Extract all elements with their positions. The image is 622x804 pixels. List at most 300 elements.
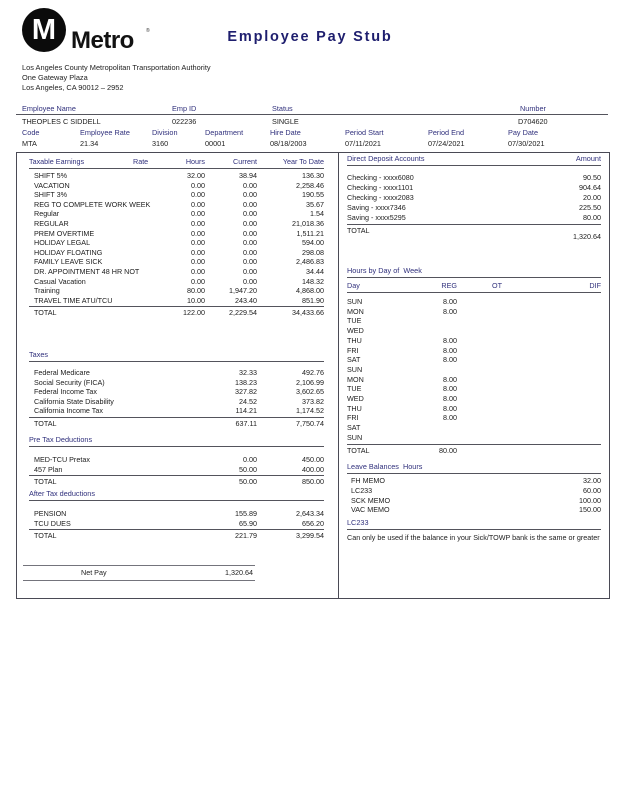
leave-balance-row (347, 486, 601, 496)
hours-by-day-rows (347, 297, 601, 443)
earnings-row-ytd: 190.55 (302, 190, 324, 200)
earnings-row-label: REG TO COMPLETE WORK WEEK (34, 199, 151, 209)
earnings-row-current: 38.94 (239, 171, 257, 180)
pre-tax-total-label: TOTAL (34, 477, 57, 487)
earnings-row-ytd: 136.30 (302, 171, 324, 180)
leave-balance-row (347, 496, 601, 506)
day-name: THU (347, 335, 362, 345)
hours-total-dif (502, 446, 601, 456)
earnings-row-hours: 0.00 (191, 257, 205, 267)
employee-header-divider (16, 114, 608, 115)
after-tax-row-ytd: 656.20 (302, 518, 324, 528)
tax-row-current: 114.21 (235, 406, 257, 416)
after-tax-row-label: TCU DUES (34, 518, 71, 528)
reg-header: REG (441, 281, 457, 290)
leave-balance-row (347, 476, 601, 486)
ot-header: OT (492, 281, 502, 290)
day-ot (457, 326, 502, 336)
day-ot (457, 433, 502, 443)
company-address-block (22, 63, 211, 93)
earnings-row (29, 248, 324, 258)
day-row (347, 365, 601, 375)
employee-name-value: THEOPLES C SIDDELL (22, 117, 101, 126)
day-name: SUN (347, 297, 363, 306)
earnings-row-hours: 0.00 (191, 199, 205, 209)
division-value: 3160 (152, 139, 169, 148)
tax-row-current: 138.23 (235, 377, 257, 387)
day-dif (502, 433, 601, 443)
earnings-row-label: FAMILY LEAVE SICK (34, 257, 103, 267)
earnings-row-current: 0.00 (243, 209, 257, 219)
department-label: Department (205, 128, 244, 137)
metro-logo-icon (22, 8, 66, 52)
tax-row (29, 387, 324, 397)
direct-deposit-section (347, 155, 601, 241)
employee-rate-value: 21.34 (80, 139, 99, 148)
earnings-row-label: Training (34, 286, 60, 296)
pre-tax-row-current: 50.00 (239, 464, 257, 474)
leave-balance-value: 60.00 (583, 485, 601, 495)
earnings-row-current: 0.00 (243, 238, 257, 248)
earnings-row-ytd: 594.00 (302, 238, 324, 248)
lc233-note-text: Can only be used if the balance in your Sick/TOWP bank is the same or greater (347, 533, 600, 542)
lc233-note-section (347, 519, 601, 543)
day-ot (457, 404, 502, 414)
code-value: MTA (22, 139, 37, 148)
day-dif (502, 375, 601, 385)
tax-row-label: California State Disability (34, 396, 114, 406)
taxes-section (29, 351, 324, 429)
tax-row-label: Federal Income Tax (34, 387, 97, 397)
day-row (347, 297, 601, 307)
earnings-row-hours: 0.00 (191, 190, 205, 200)
direct-deposit-row (347, 183, 601, 193)
employee-rate-label: Employee Rate (80, 128, 130, 137)
day-row (347, 413, 601, 423)
earnings-row (29, 229, 324, 239)
hours-total-ot (457, 446, 502, 456)
pre-tax-section (29, 436, 324, 487)
day-name: SAT (347, 355, 361, 365)
day-row (347, 375, 601, 385)
direct-deposit-total-amount: 1,320.64 (573, 232, 601, 241)
leave-balance-label: VAC MEMO (351, 505, 390, 515)
earnings-row-hours: 0.00 (191, 247, 205, 257)
day-row (347, 394, 601, 404)
net-pay-row (23, 565, 255, 581)
pre-tax-row-ytd: 400.00 (302, 464, 324, 474)
earnings-row-current: 0.00 (243, 180, 257, 190)
day-name: SUN (347, 364, 363, 374)
earnings-row-current: 0.00 (243, 228, 257, 238)
after-tax-row (29, 509, 324, 519)
pre-tax-total-row (29, 475, 324, 487)
tax-row-ytd: 1,174.52 (296, 406, 324, 416)
day-ot (457, 423, 502, 433)
earnings-row (29, 286, 324, 296)
day-reg (417, 326, 457, 336)
day-reg: 8.00 (443, 374, 457, 384)
hours-total-row (347, 444, 601, 456)
day-dif (502, 394, 601, 404)
day-reg: 8.00 (443, 297, 457, 306)
day-name: SAT (347, 423, 361, 433)
account-amount: 225.50 (579, 203, 601, 212)
earnings-total-hours: 122.00 (183, 308, 205, 318)
direct-deposit-row (347, 193, 601, 203)
company-name: Los Angeles County Metropolitan Transportation Authority (22, 63, 211, 72)
leave-balance-value: 150.00 (579, 505, 601, 515)
account-label: Checking - xxxx6080 (347, 173, 414, 182)
earnings-row-hours: 0.00 (191, 266, 205, 276)
earnings-row (29, 171, 324, 181)
earnings-section (29, 157, 324, 318)
earnings-row (29, 238, 324, 248)
pre-tax-row-label: 457 Plan (34, 464, 63, 474)
earnings-total-current: 2,229.54 (229, 308, 257, 318)
earnings-row-label: Casual Vacation (34, 276, 86, 286)
earnings-row (29, 219, 324, 229)
pre-tax-row (29, 455, 324, 465)
earnings-row-hours: 10.00 (187, 295, 205, 305)
code-label: Code (22, 128, 40, 137)
left-column (17, 153, 339, 598)
day-reg: 8.00 (443, 384, 457, 394)
day-name: SUN (347, 432, 363, 442)
dif-header: DIF (589, 281, 601, 290)
after-tax-heading: After Tax deductions (29, 490, 324, 501)
registered-mark-icon: ® (146, 28, 150, 34)
day-row (347, 336, 601, 346)
leave-balances-section (347, 463, 601, 515)
earnings-header-ytd: Year To Date (282, 157, 324, 166)
hire-date-value: 08/18/2003 (270, 139, 307, 148)
earnings-row (29, 257, 324, 267)
pay-date-label: Pay Date (508, 128, 539, 137)
direct-deposit-total-label: TOTAL (347, 226, 370, 235)
earnings-row-hours: 0.00 (191, 238, 205, 248)
account-amount: 90.50 (583, 173, 601, 182)
earnings-row-hours: 0.00 (191, 228, 205, 238)
direct-deposit-rows (347, 173, 601, 223)
pre-tax-row-label: MED-TCU Pretax (34, 455, 90, 464)
day-row (347, 404, 601, 414)
day-reg: 8.00 (443, 345, 457, 355)
earnings-total-label: TOTAL (34, 308, 57, 318)
status-label: Status (272, 104, 293, 113)
direct-deposit-header (347, 155, 601, 166)
tax-row-label: Social Security (FICA) (34, 377, 105, 387)
tax-row-ytd: 3,602.65 (296, 387, 324, 397)
after-tax-row (29, 519, 324, 529)
after-tax-row-current: 65.90 (239, 518, 257, 528)
day-ot (457, 355, 502, 365)
earnings-table-header (29, 157, 324, 169)
leave-balances-rows (347, 476, 601, 515)
day-dif (502, 307, 601, 317)
day-name: FRI (347, 413, 359, 423)
department-value: 00001 (205, 139, 226, 148)
tax-row (29, 368, 324, 378)
earnings-row (29, 200, 324, 210)
earnings-row-ytd: 2,258.46 (296, 180, 324, 190)
direct-deposit-row (347, 173, 601, 183)
taxes-total-row (29, 417, 324, 429)
earnings-header-current: Current (233, 157, 257, 166)
direct-deposit-title: Direct Deposit Accounts (347, 154, 425, 163)
after-tax-row-current: 155.89 (235, 509, 257, 518)
pre-tax-total-ytd: 850.00 (302, 477, 324, 487)
day-reg (417, 433, 457, 443)
tax-row-current: 32.33 (239, 368, 257, 377)
status-value: SINGLE (272, 117, 299, 126)
day-ot (457, 365, 502, 375)
company-address-line2: Los Angeles, CA 90012 – 2952 (22, 83, 124, 92)
day-reg: 8.00 (443, 394, 457, 404)
leave-balance-row (347, 505, 601, 515)
earnings-row-ytd: 148.32 (302, 276, 324, 286)
day-ot (457, 413, 502, 423)
earnings-row-current: 0.00 (243, 190, 257, 200)
day-reg (417, 365, 457, 375)
day-name: MON (347, 306, 364, 316)
earnings-row-ytd: 2,486.83 (296, 257, 324, 267)
tax-row-label: Federal Medicare (34, 368, 90, 377)
taxes-total-label: TOTAL (34, 418, 57, 428)
account-amount: 904.64 (579, 183, 601, 192)
earnings-row-label: PREM OVERTIME (34, 228, 95, 238)
earnings-header-hours: Hours (185, 157, 205, 166)
taxes-total-current: 637.11 (235, 418, 257, 428)
direct-deposit-total-row (347, 224, 601, 241)
day-reg: 8.00 (443, 413, 457, 423)
leave-balances-heading: Leave Balances Hours (347, 463, 601, 474)
taxes-heading: Taxes (29, 351, 324, 362)
earnings-row-ytd: 21,018.36 (292, 218, 324, 228)
day-reg: 8.00 (443, 355, 457, 365)
earnings-row-current: 0.00 (243, 199, 257, 209)
earnings-row-label: VACATION (34, 180, 70, 190)
earnings-row-current: 0.00 (243, 218, 257, 228)
tax-row (29, 378, 324, 388)
day-name: TUE (347, 316, 362, 326)
account-label: Saving - xxxx7346 (347, 203, 406, 212)
earnings-total-row (29, 306, 324, 318)
day-dif (502, 413, 601, 423)
metro-logo-letter: M (31, 13, 57, 46)
earnings-row (29, 267, 324, 277)
day-dif (502, 423, 601, 433)
day-row (347, 384, 601, 394)
company-address-line1: One Gateway Plaza (22, 73, 88, 82)
hours-by-day-section (347, 267, 601, 455)
account-amount: 80.00 (583, 213, 601, 222)
day-dif (502, 404, 601, 414)
day-dif (502, 365, 601, 375)
number-label: Number (520, 104, 546, 113)
tax-row (29, 397, 324, 407)
hours-by-day-heading: Hours by Day of Week (347, 267, 601, 278)
day-name: TUE (347, 384, 362, 394)
earnings-row-ytd: 4,868.00 (296, 286, 324, 296)
earnings-row (29, 277, 324, 287)
day-name: THU (347, 403, 362, 413)
day-dif (502, 336, 601, 346)
after-tax-total-current: 221.79 (235, 531, 257, 541)
after-tax-rows (29, 509, 324, 528)
taxes-total-ytd: 7,750.74 (296, 418, 324, 428)
after-tax-section (29, 490, 324, 541)
lc233-heading: LC233 (347, 519, 601, 530)
day-dif (502, 297, 601, 307)
after-tax-total-label: TOTAL (34, 531, 57, 541)
earnings-row-current: 0.00 (243, 276, 257, 286)
day-row (347, 326, 601, 336)
earnings-row-ytd: 298.08 (302, 247, 324, 257)
earnings-row-hours: 80.00 (187, 286, 205, 296)
earnings-row-label: REGULAR (34, 218, 69, 228)
day-row (347, 346, 601, 356)
day-reg (417, 316, 457, 326)
earnings-row (29, 296, 324, 306)
taxes-rows (29, 368, 324, 416)
number-value: D704620 (518, 117, 548, 126)
day-name: WED (347, 326, 364, 336)
pre-tax-row-ytd: 450.00 (302, 455, 324, 464)
after-tax-total-row (29, 529, 324, 541)
earnings-row-label: SHIFT 3% (34, 190, 68, 200)
earnings-row (29, 181, 324, 191)
earnings-row-ytd: 851.90 (302, 295, 324, 305)
earnings-row-ytd: 1.54 (310, 209, 324, 219)
period-start-value: 07/11/2021 (345, 139, 381, 148)
earnings-row-hours: 32.00 (187, 171, 205, 180)
emp-id-value: 022236 (172, 117, 197, 126)
earnings-row-hours: 0.00 (191, 180, 205, 190)
tax-row-ytd: 2,106.99 (296, 377, 324, 387)
direct-deposit-amount-header: Amount (575, 154, 601, 163)
day-ot (457, 375, 502, 385)
main-content-box (16, 152, 610, 599)
earnings-row-current: 0.00 (243, 266, 257, 276)
tax-row (29, 406, 324, 416)
account-label: Checking - xxxx2083 (347, 193, 414, 202)
earnings-row-ytd: 1,511.21 (296, 228, 324, 238)
day-ot (457, 297, 502, 307)
hours-by-day-header-row (347, 281, 601, 293)
tax-row-ytd: 492.76 (302, 368, 324, 377)
day-dif (502, 384, 601, 394)
day-ot (457, 307, 502, 317)
net-pay-amount: 1,320.64 (225, 568, 253, 577)
pre-tax-total-current: 50.00 (239, 477, 257, 487)
hours-total-label: TOTAL (347, 445, 370, 455)
day-row (347, 355, 601, 365)
day-name: MON (347, 374, 364, 384)
day-name: FRI (347, 345, 359, 355)
leave-balance-label: FH MEMO (351, 476, 385, 485)
day-row (347, 316, 601, 326)
earnings-row-current: 1,947.20 (229, 286, 257, 296)
pre-tax-row (29, 465, 324, 475)
period-end-label: Period End (428, 128, 465, 137)
earnings-row-label: TRAVEL TIME ATU/TCU (34, 295, 113, 305)
after-tax-row-label: PENSION (34, 509, 67, 518)
pay-date-value: 07/30/2021 (508, 139, 545, 148)
period-end-value: 07/24/2021 (428, 139, 465, 148)
pre-tax-heading: Pre Tax Deductions (29, 436, 324, 447)
period-start-label: Period Start (345, 128, 384, 137)
leave-balance-value: 32.00 (583, 476, 601, 485)
net-pay-label: Net Pay (81, 568, 107, 577)
day-row (347, 423, 601, 433)
earnings-row-label: HOLIDAY LEGAL (34, 238, 91, 248)
day-ot (457, 346, 502, 356)
day-reg (417, 423, 457, 433)
leave-balance-label: SCK MEMO (351, 495, 391, 505)
earnings-row (29, 190, 324, 200)
tax-row-current: 327.82 (235, 387, 257, 397)
earnings-row (29, 209, 324, 219)
page-title: Employee Pay Stub (227, 29, 393, 45)
day-row (347, 307, 601, 317)
brand-name: Metro (71, 27, 134, 54)
earnings-row-label: HOLIDAY FLOATING (34, 247, 103, 257)
earnings-row-hours: 0.00 (191, 218, 205, 228)
day-reg: 8.00 (443, 403, 457, 413)
day-reg: 8.00 (443, 306, 457, 316)
day-row (347, 433, 601, 443)
earnings-row-hours: 0.00 (191, 209, 205, 219)
day-header: Day (347, 281, 360, 290)
earnings-row-current: 0.00 (243, 247, 257, 257)
division-label: Division (152, 128, 178, 137)
day-name: WED (347, 394, 364, 404)
account-label: Checking - xxxx1101 (347, 183, 414, 192)
day-dif (502, 326, 601, 336)
pre-tax-row-current: 0.00 (243, 455, 257, 464)
pre-tax-rows (29, 455, 324, 474)
hours-total-reg: 80.00 (439, 445, 457, 455)
earnings-header-rate: Rate (133, 157, 149, 166)
account-label: Saving - xxxx5295 (347, 213, 406, 222)
earnings-row-ytd: 35.67 (306, 199, 324, 209)
day-ot (457, 394, 502, 404)
hire-date-label: Hire Date (270, 128, 301, 137)
earnings-row-hours: 0.00 (191, 276, 205, 286)
employee-name-label: Employee Name (22, 104, 76, 113)
earnings-total-ytd: 34,433.66 (292, 308, 324, 318)
day-dif (502, 355, 601, 365)
tax-row-label: California Income Tax (34, 406, 103, 416)
earnings-row-ytd: 34.44 (306, 266, 324, 276)
earnings-row-label: Regular (34, 209, 60, 219)
emp-id-label: Emp ID (172, 104, 197, 113)
earnings-rows (29, 171, 324, 305)
day-ot (457, 336, 502, 346)
account-amount: 20.00 (583, 193, 601, 202)
earnings-row-current: 243.40 (235, 295, 257, 305)
day-dif (502, 316, 601, 326)
day-ot (457, 316, 502, 326)
tax-row-current: 24.52 (239, 396, 257, 406)
earnings-row-label: DR. APPOINTMENT 48 HR NOT (34, 266, 140, 276)
day-reg: 8.00 (443, 335, 457, 345)
earnings-row-current: 0.00 (243, 257, 257, 267)
day-dif (502, 346, 601, 356)
right-column (339, 153, 609, 598)
leave-balance-label: LC233 (351, 485, 373, 495)
